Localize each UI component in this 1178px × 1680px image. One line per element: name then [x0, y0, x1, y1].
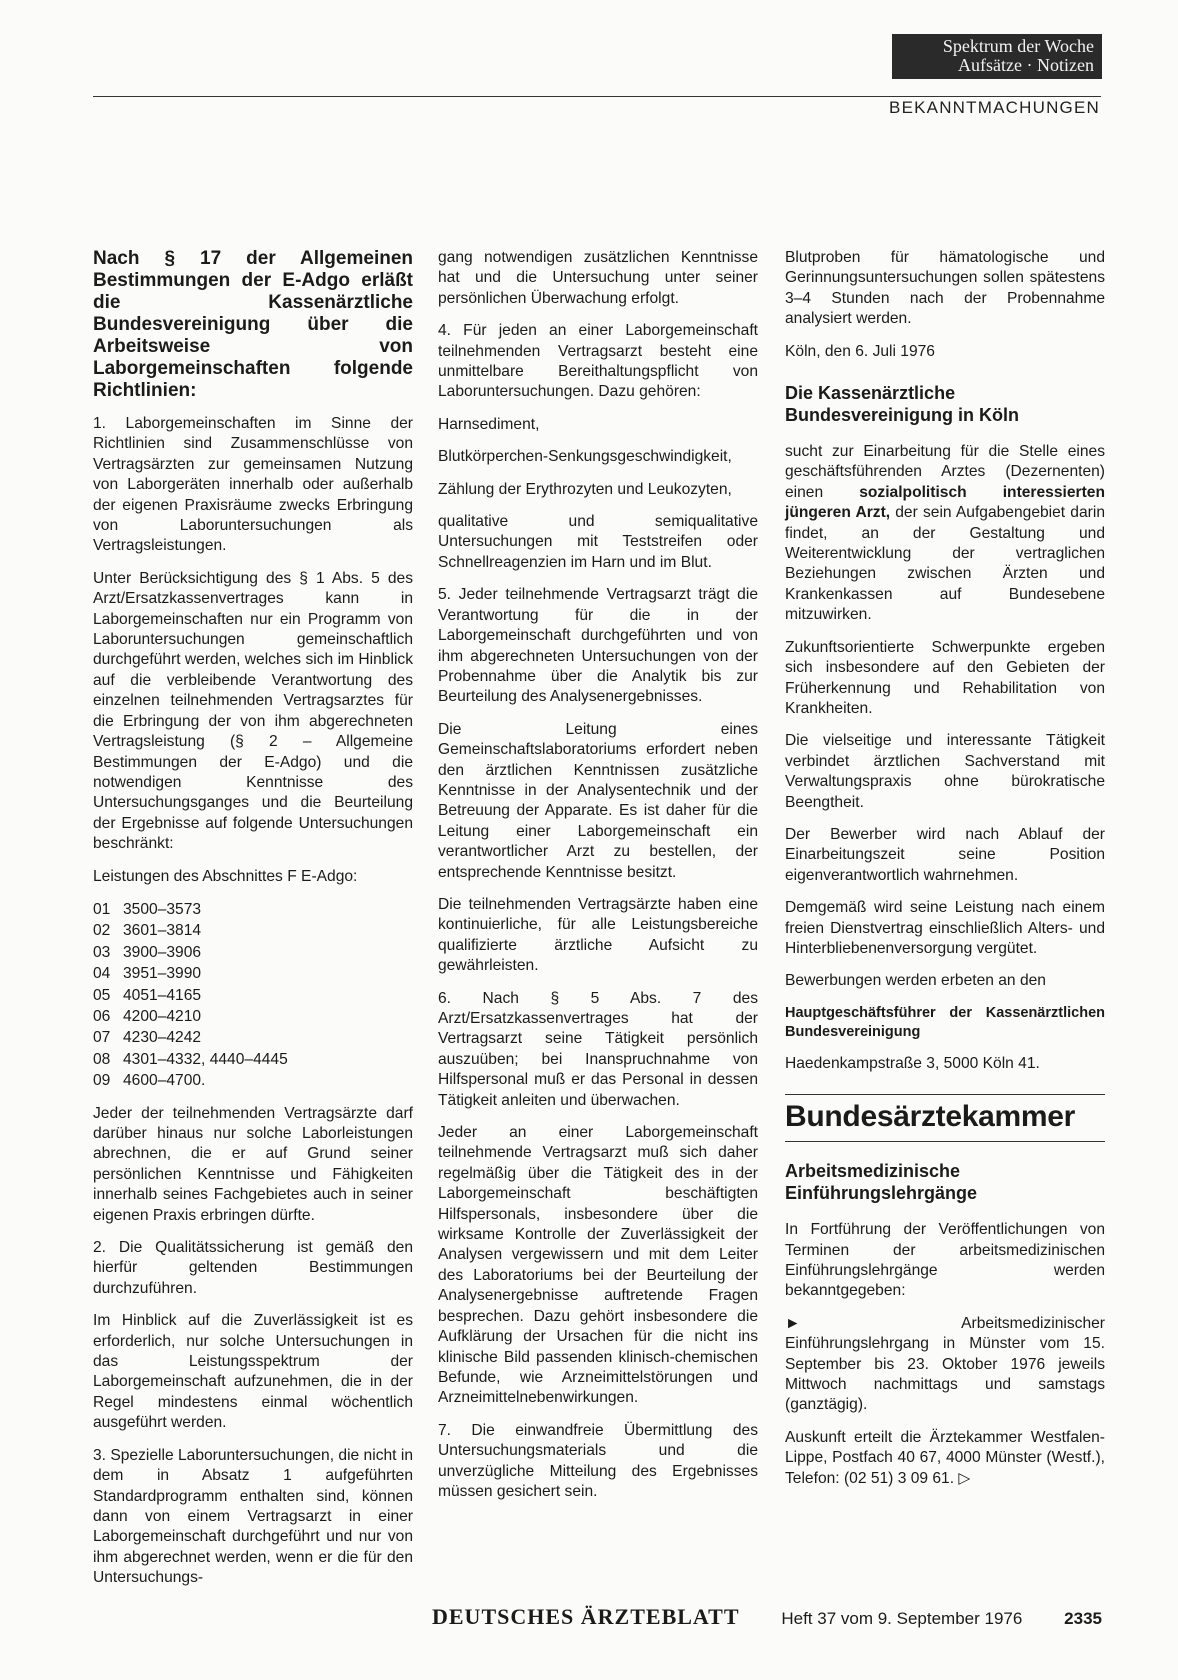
paragraph: 4. Für jeden an einer Laborgemeinschaft teilnehmenden Vertragsarzt besteht eine unmittelbare Bereithaltungspflicht von Laboruntersuchungen. Dazu gehören: [438, 322, 758, 401]
masthead: DEUTSCHES ÄRZTEBLATT [432, 1604, 740, 1629]
list-range: 3500–3573 [123, 900, 202, 918]
list-number: 02 [93, 922, 111, 940]
page-footer [432, 1604, 1102, 1630]
list-range: 4301–4332, 4440–4445 [123, 1050, 288, 1068]
list-item: Zählung der Erythrozyten und Leukozyten, [438, 480, 732, 498]
continue-arrow-icon: ▷ [958, 1469, 971, 1487]
list-number: 06 [93, 1007, 111, 1025]
subheading: Arbeitsmedizinische Einführungslehrgänge [785, 1161, 978, 1204]
list-item: qualitative und semiqualitative Untersuchungen mit Teststreifen oder Schnellreagenzien im Harn und im Blut. [438, 513, 758, 571]
paragraph: 2. Die Qualitätssicherung ist gemäß den hierfür geltenden Bestimmungen durchzuführen. [93, 1239, 413, 1297]
list-item [93, 920, 413, 941]
list-range: 4230–4242 [123, 1029, 202, 1047]
paragraph: 3. Spezielle Laboruntersuchungen, die nicht in dem in Absatz 1 aufgeführten Standardprogramm enthalten sind, können dann von einem Vertragsarzt in einer Laborgemeinschaft durchgeführt und nur von ihm abgerechnet werden, wenn er die für den Untersuchungs- [93, 1446, 413, 1587]
paragraph: 6. Nach § 5 Abs. 7 des Arzt/Ersatzkassenvertrages hat der Vertragsarzt seine Tätigkeit persönlich auszuüben; bei Inanspruchnahme von Hilfspersonal muß er das Personal in dessen Tätigkeit anleiten und überwachen. [438, 989, 758, 1109]
paragraph: Die Leitung eines Gemeinschaftslaboratoriums erfordert neben den ärztlichen Kenntnissen zusätzliche Kenntnisse in der Analysentechnik und der Betreuung der Apparate. Es ist daher für die Leitung einer Laborgemeinschaft ein verantwortlicher Arzt zu bestellen, der entsprechende Kenntnisse besitzt. [438, 720, 758, 881]
addressee: Hauptgeschäftsführer der Kassenärztlichen Bundesvereinigung [785, 1004, 1105, 1040]
paragraph: Bewerbungen werden erbeten an den [785, 972, 1046, 990]
list-number: 05 [93, 986, 111, 1004]
list-item [93, 1070, 413, 1091]
list-number: 01 [93, 900, 111, 918]
list-item: Blutkörperchen-Senkungsgeschwindigkeit, [438, 448, 732, 466]
list-number: 07 [93, 1029, 111, 1047]
address: Haedenkampstraße 3, 5000 Köln 41. [785, 1054, 1040, 1072]
contact-text: Auskunft erteilt die Ärztekammer Westfalen-Lippe, Postfach 40 67, 4000 Münster (Westf.), Telefon: (02 51) 3 09 61. [785, 1428, 1105, 1487]
list-item [93, 985, 413, 1006]
paragraph: Demgemäß wird seine Leistung nach einem freien Dienstvertrag einschließlich Alters- und Hinterbliebenenversorgung vergütet. [785, 899, 1105, 957]
paragraph [785, 1428, 1105, 1489]
section-title: Bundesärztekammer [785, 1099, 1105, 1142]
intro-heading: Nach § 17 der Allgemeinen Bestimmungen der E-Adgo erläßt die Kassenärztliche Bundesvereinigung über die Arbeitsweise von Laborgemeinschaften folgende Richtlinien: [93, 248, 413, 401]
list-item [93, 942, 413, 963]
paragraph: Der Bewerber wird nach Ablauf der Einarbeitungszeit seine Position eigenverantwortlich wahrnehmen. [785, 825, 1105, 884]
paragraph: 7. Die einwandfreie Übermittlung des Untersuchungsmaterials und die unverzügliche Mitteilung des Ergebnisses müssen gesichert sein. [438, 1421, 758, 1500]
column-3 [785, 248, 1105, 1501]
section-rule [785, 1094, 1105, 1095]
list-range: 4600–4700. [123, 1072, 206, 1090]
list-item [93, 1049, 413, 1070]
paragraph: Jeder der teilnehmenden Vertragsärzte darf darüber hinaus nur solche Laborleistungen abrechnen, die er auf Grund seiner persönlichen Kenntnisse und Fähigkeiten innerhalb seines Fachgebietes auch in seiner eigenen Praxis erbringen dürfte. [93, 1104, 413, 1224]
paragraph: Zukunftsorientierte Schwerpunkte ergeben sich insbesondere auf den Gebieten der Früherkennung und Rehabilitation von Krankheiten. [785, 638, 1105, 717]
paragraph: Unter Berücksichtigung des § 1 Abs. 5 des Arzt/Ersatzkassenvertrages kann in Laborgemeinschaften nur ein Programm von Laboruntersuchungen gemeinschaftlich durchgeführt werden, welches sich im Hinblick auf die verbleibende Verantwortung des einzelnen teilnehmenden Vertragsarztes für die Erbringung der von ihm abgerechneten Vertragsleistung (§ 2 – Allgemeine Bestimmungen der E-Adgo) und die notwendigen Kenntnisse des Untersuchungsganges und die Beurteilung der Ergebnisse auf folgende Untersuchungen beschränkt: [93, 569, 413, 853]
list-item [93, 899, 413, 920]
subheading: Die Kassenärztliche Bundesvereinigung in Köln [785, 383, 1020, 426]
list-number: 04 [93, 965, 111, 983]
text-run: sucht zur Einarbeitung für die Stelle eines geschäftsführenden Arztes (Dezernenten) einen [785, 443, 1105, 501]
list-range: 3900–3906 [123, 943, 202, 961]
list-range: 3951–3990 [123, 965, 202, 983]
bullet-arrow-icon: ► [785, 1314, 801, 1332]
list-item [93, 1027, 413, 1048]
issue-line: Heft 37 vom 9. September 1976 [781, 1609, 1023, 1628]
list-intro: Leistungen des Abschnittes F E-Adgo: [93, 867, 358, 885]
paragraph: Die teilnehmenden Vertragsärzte haben eine kontinuierliche, für alle Leistungsbereiche qualifizierte ärztliche Aufsicht zu gewährleisten. [438, 895, 758, 975]
bullet-text: Arbeitsmedizinischer Einführungslehrgang in Münster vom 15. September bis 23. Oktober 1976 jeweils Mittwoch nachmittags und samstags (ganztägig). [785, 1314, 1105, 1414]
column-2 [438, 248, 758, 1514]
paragraph: Blutproben für hämatologische und Gerinnungsuntersuchungen sollen spätestens 3–4 Stunden nach der Probennahme analysiert werden. [785, 249, 1105, 328]
paragraph: 5. Jeder teilnehmende Vertragsarzt trägt die Verantwortung für die in der Laborgemeinschaft durchgeführten und von ihm abgerechneten Untersuchungen von der Probennahme über die Analytik bis zur Beurteilung des Analysenergebnisses. [438, 586, 758, 706]
list-range: 3601–3814 [123, 922, 202, 940]
rubric: BEKANNTMACHUNGEN [889, 98, 1100, 117]
list-item [93, 1006, 413, 1027]
header-rule [93, 96, 1101, 97]
list-number: 08 [93, 1050, 111, 1068]
list-item: Harnsediment, [438, 415, 540, 433]
text-run: der sein Aufgabengebiet darin findet, an der Gestaltung und Weiterentwicklung der vertraglichen Beziehungen zwischen Ärzten und Krankenkassen auf Bundesebene mitzuwirken. [785, 504, 1105, 624]
list-range: 4200–4210 [123, 1007, 202, 1025]
date-line: Köln, den 6. Juli 1976 [785, 342, 935, 360]
bullet-item [785, 1314, 1105, 1416]
list-range: 4051–4165 [123, 986, 202, 1004]
section-label-line1: Spektrum der Woche [942, 36, 1094, 56]
paragraph: Die vielseitige und interessante Tätigkeit verbindet ärztlichen Sachverstand mit Verwaltungspraxis ohne bürokratische Beengtheit. [785, 732, 1105, 811]
paragraph [785, 442, 1105, 626]
section-label [892, 34, 1102, 79]
column-1 [93, 248, 413, 1601]
page-number: 2335 [1064, 1609, 1102, 1628]
paragraph: Im Hinblick auf die Zuverlässigkeit ist es erforderlich, nur solche Untersuchungen in das Leistungsspektrum der Laborgemeinschaft aufzunehmen, die in der Regel mindestens einmal wöchentlich ausgeführt werden. [93, 1312, 413, 1432]
list-item [93, 963, 413, 984]
paragraph: Jeder an einer Laborgemeinschaft teilnehmende Vertragsarzt muß sich daher regelmäßig über die Tätigkeit des in der Laborgemeinschaft beschäftigten Hilfspersonals, insbesondere über die wirksame Kontrolle der Zuverlässigkeit der Analysen vergewissern und mit dem Leiter des Laboratoriums bei der Beurteilung der Analysenergebnisse auftretende Fragen besprechen. Dazu gehört insbesondere die Aufklärung der Ursachen für die nicht ins klinische Bild passenden klinisch-chemischen Befunde, wie Arzneimittelstörungen und Arzneimittelnebenwirkungen. [438, 1124, 758, 1407]
bold-text: sozialpolitisch interessierten jüngeren Arzt, [785, 483, 1105, 522]
section-label-line2: Aufsätze · Notizen [958, 55, 1094, 75]
paragraph: gang notwendigen zusätzlichen Kenntnisse hat und die Untersuchung unter seiner persönlichen Überwachung erfolgt. [438, 249, 758, 307]
list-number: 09 [93, 1072, 111, 1090]
list-number: 03 [93, 943, 111, 961]
paragraph: In Fortführung der Veröffentlichungen von Terminen der arbeitsmedizinischen Einführungslehrgänge werden bekanntgegeben: [785, 1221, 1105, 1300]
service-list [93, 899, 413, 1092]
paragraph: 1. Laborgemeinschaften im Sinne der Richtlinien sind Zusammenschlüsse von Vertragsärzten zur gemeinsamen Nutzung von Laborgeräten innerhalb oder außerhalb der eigenen Praxisräume zwecks Erbringung von Laboruntersuchungen als Vertragsleistungen. [93, 415, 413, 555]
